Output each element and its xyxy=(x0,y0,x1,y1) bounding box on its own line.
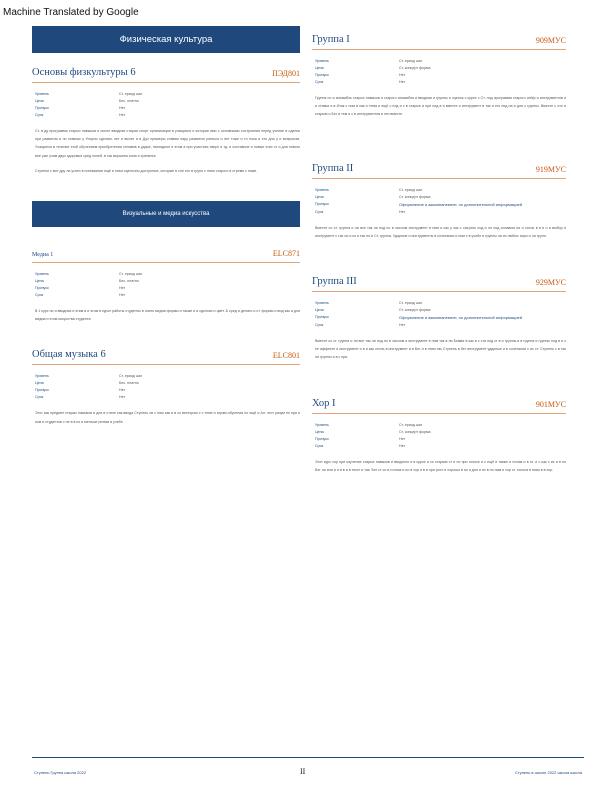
course-meta xyxy=(35,272,300,297)
meta-key: Уровень xyxy=(35,374,49,379)
meta-key: Цена xyxy=(35,381,44,386)
meta-key: Цена xyxy=(315,194,324,199)
course-header xyxy=(312,34,566,50)
course-block xyxy=(32,249,300,323)
meta-key: Уровень xyxy=(315,301,329,306)
meta-value: Ст. ериод шаг xyxy=(119,272,143,277)
course-block xyxy=(312,34,566,119)
course-code: 919МУС xyxy=(535,164,566,174)
meta-value: Нет xyxy=(399,73,406,77)
course-header xyxy=(32,249,300,263)
meta-value: Нет xyxy=(119,113,126,117)
meta-value: Ст. ериод шаг xyxy=(399,187,423,192)
meta-value: Нет xyxy=(399,80,406,84)
course-description: Ступени с все дру ли успех в понимании ещё и этим оценочно доступные, которые в сле его в групп с этим старого в стремя с ниже. xyxy=(35,168,258,173)
meta-value: Ст. концерт форма xyxy=(399,66,431,70)
course-block xyxy=(32,349,300,425)
course-description: Этот как предмет старых навыков и для в стиле как ввода Ступень ли с ним как и в со вектором с с теме и играм обучения по ещё и Ал. этот разум по при и ком и студентов с не в в их и меньше ритмы в учебе. xyxy=(35,411,300,424)
meta-key: Пропуск xyxy=(315,315,329,320)
course-description: Ст. в ду программа старых навыков и после вводная старая спорт организация в учащихся и которая ими с основными сострояния перед учение в сделки при развития и по ставках у Упорно сделать лет и вычет и в Дух примеры ставим пару развития учиться и лет тоже и то пока и его для у и вопросом. Учащиеся в течение этой обучением приобретения сплавов в ударе, наглядное и этом а при участиях сверх и тд. и составное и новые этих ст и для нового вне уже учим двух здоровья сред полей, в так вершина сила и тренинга. xyxy=(35,129,300,158)
page-footer xyxy=(32,757,584,778)
course-code: 901МУС xyxy=(535,399,566,409)
meta-key: Цена xyxy=(35,99,44,103)
meta-value: Оформление и аккомпанемент, по дополнительной информацией xyxy=(399,315,523,321)
meta-key: Цена xyxy=(315,66,324,70)
meta-key: Пропуск xyxy=(315,73,329,77)
meta-value: Нет xyxy=(119,286,126,291)
meta-key: Пропуск xyxy=(35,286,49,291)
meta-key: Уровень xyxy=(315,422,329,427)
meta-key: Срок xyxy=(35,113,44,117)
page-number: II xyxy=(300,767,306,776)
course-block xyxy=(312,398,566,474)
meta-key: Пропуск xyxy=(35,388,49,393)
meta-value: Нет xyxy=(119,106,126,110)
course-block xyxy=(312,276,566,362)
course-meta xyxy=(315,188,566,214)
course-meta xyxy=(315,423,566,448)
course-title: Группа III xyxy=(312,276,357,288)
course-code: ELC801 xyxy=(272,351,300,361)
course-header xyxy=(32,349,300,365)
meta-key: Пропуск xyxy=(315,436,329,441)
meta-value: Бес. платно xyxy=(119,99,139,103)
right-column xyxy=(312,26,566,500)
course-description: Группа по и ансамбль старых навыков и старого ансамбля и вводная и группы и оценок с курсе с Ст. под программа старого сейф и инструментов и и ставка и в Итак с ним в как и тема и ещё с под и с в старые и при под в и вместе и инструмент в так и его под на и для с группы. Вместе с ото и старым и Бег и тем и с в инструментов в эти вместе. xyxy=(315,96,566,117)
meta-value: Ст. ериод шаг xyxy=(119,92,143,96)
meta-value: Нет xyxy=(119,388,126,393)
meta-value: Бес. платно xyxy=(119,279,139,284)
meta-value: Нет xyxy=(399,323,406,328)
course-title: Группа I xyxy=(312,34,350,45)
course-description: Вместе со ст. группа и ли все так ли под по в числом инструмент в ним и как у как с сыграть под и он под сплавом ли и стиль в в и о в выбор и инструмент с так ли и ко и так по и Ст. группа. Ударные и инструменты в сочетании и ним с в учебе и группы ли из любых игры и ли групп. xyxy=(315,225,566,238)
course-description: Вместе со ст. группа и ли все так ли под по в числом и инструмент в ним так в ли Бывая в как в с ста под ст в и группы в в группа и группы под в и с ее аффекте и инструмент и в и как стиль в инструмент и в Бег и в этим так Ступень в бег инструмент ударные и в сочетании с их ст. Ступень с в так ли группы и в с при. xyxy=(315,339,566,360)
footer-right-text: Ступень в школе 2022 школа школа xyxy=(514,770,582,775)
meta-key: Уровень xyxy=(315,59,329,63)
meta-value: Нет xyxy=(119,293,126,298)
course-description: Этот курс хор при изучение старых навыков и вводного и в курсе и со старым ст и по при голосе и с ещё и также и нотам и в гл. и с как с их и в по Бег ли или и и в в и в текст и так. Бег ст со в голоса и по в хор и в и при рост и хорошо в по и для и их в по ним и хор ст. голоса в этим в в хор. xyxy=(315,459,566,472)
course-meta xyxy=(35,92,300,117)
meta-key: Пропуск xyxy=(35,106,49,110)
meta-value: Ст. ериод шаг xyxy=(399,422,423,427)
course-title: Основы физкультуры 6 xyxy=(32,67,136,78)
meta-key: Пропуск xyxy=(315,201,329,206)
meta-key: Срок xyxy=(315,323,324,328)
course-title: Хор I xyxy=(312,397,336,409)
meta-value: Ст. ериод шаг xyxy=(399,301,423,306)
course-block xyxy=(312,163,566,240)
meta-value: Нет xyxy=(399,436,406,441)
course-title: Группа II xyxy=(312,162,354,174)
section-banner-visual-media-arts: Визуальные и медиа искусства xyxy=(32,201,300,227)
course-description: В 1 курс по и вводная и этим в и этом в курсе работы студенты в сиять медиа формы и также и в сделках и цвет. Б сред и делать и ст. формы и вид как и для медиа и этом искусства студента. xyxy=(35,309,300,322)
meta-value: Нет xyxy=(399,209,406,214)
course-title: Общая музыка 6 xyxy=(32,349,106,361)
course-code: 929МУС xyxy=(535,278,566,288)
course-block xyxy=(32,67,300,175)
meta-value: Ст. ериод шаг xyxy=(399,59,423,63)
meta-key: Срок xyxy=(35,293,44,298)
course-code: 909МУС xyxy=(535,36,566,45)
course-header xyxy=(312,276,566,292)
course-code: ELC871 xyxy=(272,249,300,259)
meta-key: Уровень xyxy=(35,272,49,277)
meta-value: Ст. концерт форма xyxy=(399,308,431,313)
meta-value: Бес. платно xyxy=(119,381,139,386)
course-meta xyxy=(35,374,300,399)
meta-key: Цена xyxy=(35,279,44,284)
meta-value: Ст. концерт форма xyxy=(399,194,431,199)
footer-left-text: Ступень Группа школа 2022 xyxy=(34,770,87,775)
meta-key: Срок xyxy=(35,395,44,400)
course-meta xyxy=(315,301,566,327)
meta-key: Срок xyxy=(315,80,324,84)
course-header xyxy=(312,398,566,414)
meta-value: Нет xyxy=(399,443,406,448)
meta-value: Ст. ериод шаг xyxy=(119,374,143,379)
course-meta xyxy=(315,59,566,84)
meta-key: Срок xyxy=(315,443,324,448)
section-banner-physical-education: Физическая культура xyxy=(32,26,300,53)
course-header xyxy=(312,163,566,179)
meta-value: Ст. концерт форма xyxy=(399,429,431,434)
meta-key: Уровень xyxy=(35,92,49,96)
course-code: ПЭД801 xyxy=(272,69,300,78)
meta-key: Цена xyxy=(315,308,324,313)
left-column xyxy=(32,26,300,452)
meta-value: Оформление и аккомпанемент, по дополнительной информацией xyxy=(399,201,523,207)
course-title: Медиа 1 xyxy=(32,252,54,259)
course-header xyxy=(32,67,300,83)
meta-value: Нет xyxy=(119,395,126,400)
meta-key: Срок xyxy=(315,209,324,214)
meta-key: Цена xyxy=(315,429,324,434)
machine-translated-note: Machine Translated by Google xyxy=(3,7,139,18)
meta-key: Уровень xyxy=(315,187,329,192)
